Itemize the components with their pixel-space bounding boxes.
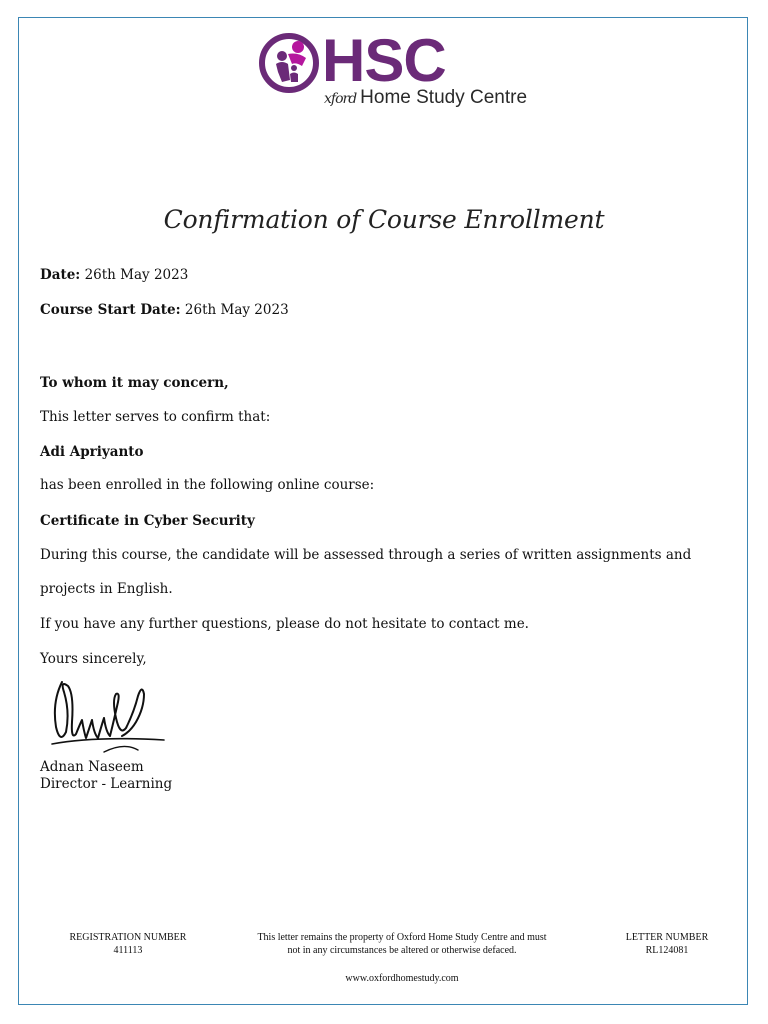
logo-subtitle	[324, 86, 527, 111]
letter-number: RL124081	[645, 945, 689, 956]
hsc-logo	[258, 27, 528, 114]
hsc-emblem-icon	[258, 32, 320, 94]
logo-name: Home Study Centre	[360, 87, 528, 108]
assessment-text-line2: projects in English.	[40, 581, 173, 597]
salutation: To whom it may concern,	[40, 375, 229, 391]
notice-line1: This letter remains the property of Oxford Home Study Centre and must	[257, 932, 547, 943]
signature-image	[44, 672, 174, 762]
start-date-label: Course Start Date:	[40, 302, 181, 318]
property-notice	[222, 931, 582, 957]
registration-block	[48, 931, 208, 957]
student-name: Adi Apriyanto	[40, 444, 144, 460]
questions-text: If you have any further questions, please do not hesitate to contact me.	[40, 616, 529, 632]
date-label: Date:	[40, 267, 81, 283]
letter-title: Confirmation of Course Enrollment	[163, 205, 605, 234]
signatory-name: Adnan Naseem	[40, 759, 144, 775]
date-line	[40, 266, 188, 284]
website-link[interactable]: www.oxfordhomestudy.com	[345, 973, 459, 984]
logo-abbreviation: HSC	[322, 27, 446, 94]
signatory-role: Director - Learning	[40, 776, 173, 792]
assessment-text-line1: During this course, the candidate will be assessed through a series of written assignments and	[40, 547, 692, 563]
registration-number: 411113	[113, 945, 143, 956]
registration-label: REGISTRATION NUMBER	[69, 932, 187, 943]
page-border	[18, 17, 748, 1005]
course-name: Certificate in Cyber Security	[40, 513, 255, 529]
logo-prefix: xford	[324, 91, 357, 107]
date-value: 26th May 2023	[84, 267, 189, 283]
enrolled-text: has been enrolled in the following online course:	[40, 477, 375, 493]
closing-text: Yours sincerely,	[40, 651, 147, 667]
start-date-value: 26th May 2023	[184, 302, 289, 318]
start-date-line	[40, 301, 289, 319]
letter-number-block	[597, 931, 737, 957]
notice-line2: not in any circumstances be altered or otherwise defaced.	[287, 945, 517, 956]
letter-number-label: LETTER NUMBER	[625, 932, 709, 943]
intro-text: This letter serves to confirm that:	[40, 409, 271, 425]
